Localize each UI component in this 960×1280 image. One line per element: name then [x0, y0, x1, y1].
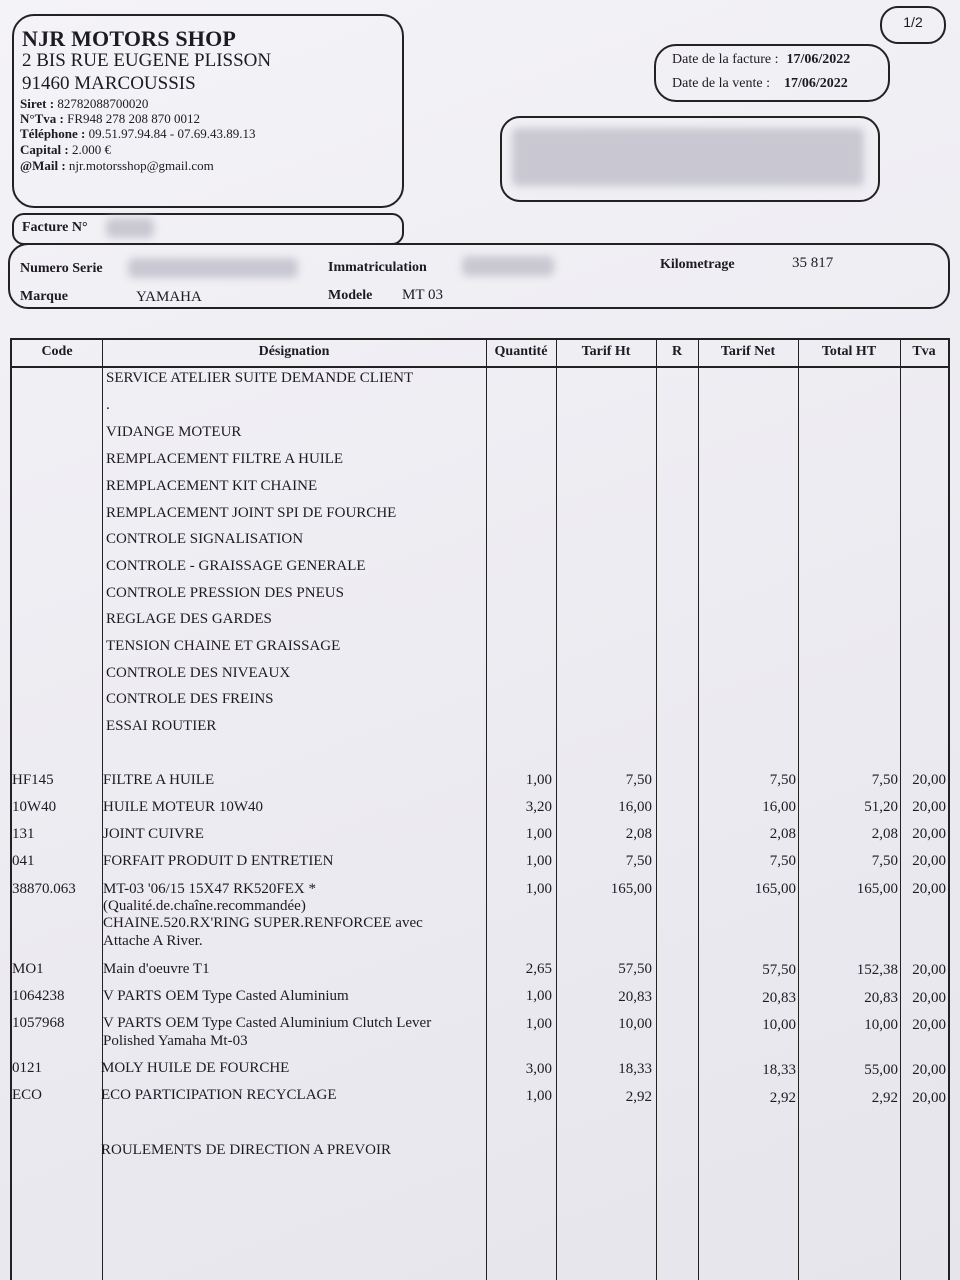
item-total: 2,08 [871, 826, 898, 842]
header-designation: Désignation [258, 344, 330, 359]
item-qty: 1,00 [525, 881, 552, 897]
service-line: REMPLACEMENT JOINT SPI DE FOURCHE [106, 505, 397, 521]
item-qty: 1,00 [525, 1016, 552, 1032]
item-net: 165,00 [754, 881, 796, 897]
item-code: 131 [12, 826, 35, 842]
service-line: SERVICE ATELIER SUITE DEMANDE CLIENT [106, 370, 414, 386]
shop-mail: @Mail : njr.motorsshop@gmail.com [20, 158, 214, 173]
model-value: MT 03 [402, 287, 443, 303]
item-designation: V PARTS OEM Type Casted Aluminium [103, 988, 349, 1004]
item-designation: FILTRE A HUILE [103, 772, 215, 788]
item-price: 7,50 [625, 853, 652, 869]
service-line: TENSION CHAINE ET GRAISSAGE [106, 638, 341, 654]
item-code: MO1 [12, 961, 44, 977]
mileage-value: 35 817 [792, 255, 834, 271]
item-price: 18,33 [618, 1061, 652, 1077]
item-designation: V PARTS OEM Type Casted Aluminium Clutch Lever [103, 1015, 432, 1031]
item-qty: 2,65 [525, 961, 552, 977]
item-total: 20,83 [864, 990, 898, 1006]
item-qty: 3,00 [525, 1061, 552, 1077]
item-vat: 20,00 [912, 799, 946, 815]
item-vat: 20,00 [912, 826, 946, 842]
item-designation: HUILE MOTEUR 10W40 [103, 799, 263, 815]
item-designation: ECO PARTICIPATION RECYCLAGE [101, 1087, 337, 1103]
item-total: 7,50 [871, 853, 898, 869]
service-line: CONTROLE - GRAISSAGE GENERALE [106, 558, 366, 574]
item-net: 2,92 [769, 1090, 796, 1106]
item-qty: 3,20 [525, 799, 552, 815]
item-vat: 20,00 [912, 1090, 946, 1106]
shop-name: NJR MOTORS SHOP [22, 26, 237, 51]
redacted-client-address [512, 128, 864, 186]
header-quantity: Quantité [494, 344, 548, 359]
shop-tva: N°Tva : FR948 278 208 870 0012 [20, 111, 200, 126]
item-qty: 1,00 [525, 772, 552, 788]
service-line: REGLAGE DES GARDES [106, 611, 272, 627]
item-total: 165,00 [856, 881, 898, 897]
invoice-number-label: Facture N° [22, 220, 88, 235]
registration-label: Immatriculation [328, 260, 427, 275]
item-designation: JOINT CUIVRE [103, 826, 204, 842]
service-line: CONTROLE SIGNALISATION [106, 531, 304, 547]
item-code: 041 [12, 853, 35, 869]
service-line: CONTROLE PRESSION DES PNEUS [106, 585, 344, 601]
mileage-label: Kilometrage [660, 257, 735, 272]
item-net: 18,33 [762, 1062, 796, 1078]
model-label: Modele [328, 288, 373, 303]
invoice-date-row: Date de la facture : 17/06/2022 [672, 52, 851, 67]
item-code: 0121 [12, 1060, 42, 1076]
item-vat: 20,00 [912, 772, 946, 788]
item-price: 165,00 [610, 881, 652, 897]
shop-capital: Capital : 2.000 € [20, 142, 111, 157]
item-total: 7,50 [871, 772, 898, 788]
item-total: 55,00 [864, 1062, 898, 1078]
item-vat: 20,00 [912, 853, 946, 869]
redacted-serial [128, 258, 298, 278]
item-price: 7,50 [625, 772, 652, 788]
brand-value: YAMAHA [136, 289, 202, 305]
item-price: 20,83 [618, 989, 652, 1005]
item-designation-detail: CHAINE.520.RX'RING SUPER.RENFORCEE avec [103, 915, 423, 931]
item-designation-detail: Attache A River. [103, 933, 203, 949]
item-designation-detail: Polished Yamaha Mt-03 [103, 1033, 248, 1049]
item-vat: 20,00 [912, 990, 946, 1006]
item-designation: MOLY HUILE DE FOURCHE [101, 1060, 290, 1076]
header-divider [12, 366, 948, 368]
item-total: 10,00 [864, 1017, 898, 1033]
header-code: Code [41, 344, 73, 359]
item-code: 1057968 [12, 1015, 65, 1031]
item-net: 16,00 [762, 799, 796, 815]
header-unit-price: Tarif Ht [581, 344, 631, 359]
item-designation: MT-03 '06/15 15X47 RK520FEX * [103, 881, 316, 897]
item-vat: 20,00 [912, 1017, 946, 1033]
service-line: REMPLACEMENT KIT CHAINE [106, 478, 318, 494]
item-total: 152,38 [856, 962, 898, 978]
header-total: Total HT [821, 344, 877, 359]
item-net: 2,08 [769, 826, 796, 842]
item-code: ECO [12, 1087, 42, 1103]
item-qty: 1,00 [525, 853, 552, 869]
shop-siret: Siret : 82782088700020 [20, 96, 149, 111]
header-net-price: Tarif Net [720, 344, 776, 359]
item-total: 51,20 [864, 799, 898, 815]
item-price: 2,92 [625, 1089, 652, 1105]
header-discount: R [671, 344, 683, 359]
item-total: 2,92 [871, 1090, 898, 1106]
page-number: 1/2 [903, 14, 923, 30]
item-designation: Main d'oeuvre T1 [103, 961, 210, 977]
item-vat: 20,00 [912, 962, 946, 978]
redacted-invoice-number [106, 218, 154, 238]
service-line: CONTROLE DES NIVEAUX [106, 665, 291, 681]
item-price: 57,50 [618, 961, 652, 977]
redacted-registration [462, 256, 554, 276]
service-line: REMPLACEMENT FILTRE A HUILE [106, 451, 344, 467]
item-net: 10,00 [762, 1017, 796, 1033]
serial-label: Numero Serie [20, 261, 103, 276]
item-code: 10W40 [12, 799, 57, 815]
service-line: CONTROLE DES FREINS [106, 691, 274, 707]
service-line: . [106, 397, 110, 413]
service-line: VIDANGE MOTEUR [106, 424, 242, 440]
item-code: 1064238 [12, 988, 65, 1004]
shop-phone: Téléphone : 09.51.97.94.84 - 07.69.43.89.13 [20, 126, 256, 141]
item-designation: FORFAIT PRODUIT D ENTRETIEN [103, 853, 334, 869]
item-vat: 20,00 [912, 881, 946, 897]
service-line: ESSAI ROUTIER [106, 718, 217, 734]
shop-address-2: 91460 MARCOUSSIS [22, 73, 196, 94]
shop-address-1: 2 BIS RUE EUGENE PLISSON [22, 50, 272, 71]
col-divider [656, 340, 657, 1280]
item-vat: 20,00 [912, 1062, 946, 1078]
item-price: 16,00 [618, 799, 652, 815]
sale-date-row: Date de la vente : 17/06/2022 [672, 76, 848, 91]
item-code: HF145 [12, 772, 54, 788]
item-net: 20,83 [762, 990, 796, 1006]
brand-label: Marque [20, 289, 68, 304]
header-vat: Tva [912, 344, 936, 359]
item-net: 7,50 [769, 772, 796, 788]
item-code: 38870.063 [12, 881, 76, 897]
item-qty: 1,00 [525, 1088, 552, 1104]
note-line: ROULEMENTS DE DIRECTION A PREVOIR [101, 1142, 392, 1158]
item-price: 2,08 [625, 826, 652, 842]
item-designation-detail: (Qualité.de.chaîne.recommandée) [103, 898, 306, 914]
item-qty: 1,00 [525, 988, 552, 1004]
item-net: 7,50 [769, 853, 796, 869]
item-qty: 1,00 [525, 826, 552, 842]
item-net: 57,50 [762, 962, 796, 978]
item-price: 10,00 [618, 1016, 652, 1032]
